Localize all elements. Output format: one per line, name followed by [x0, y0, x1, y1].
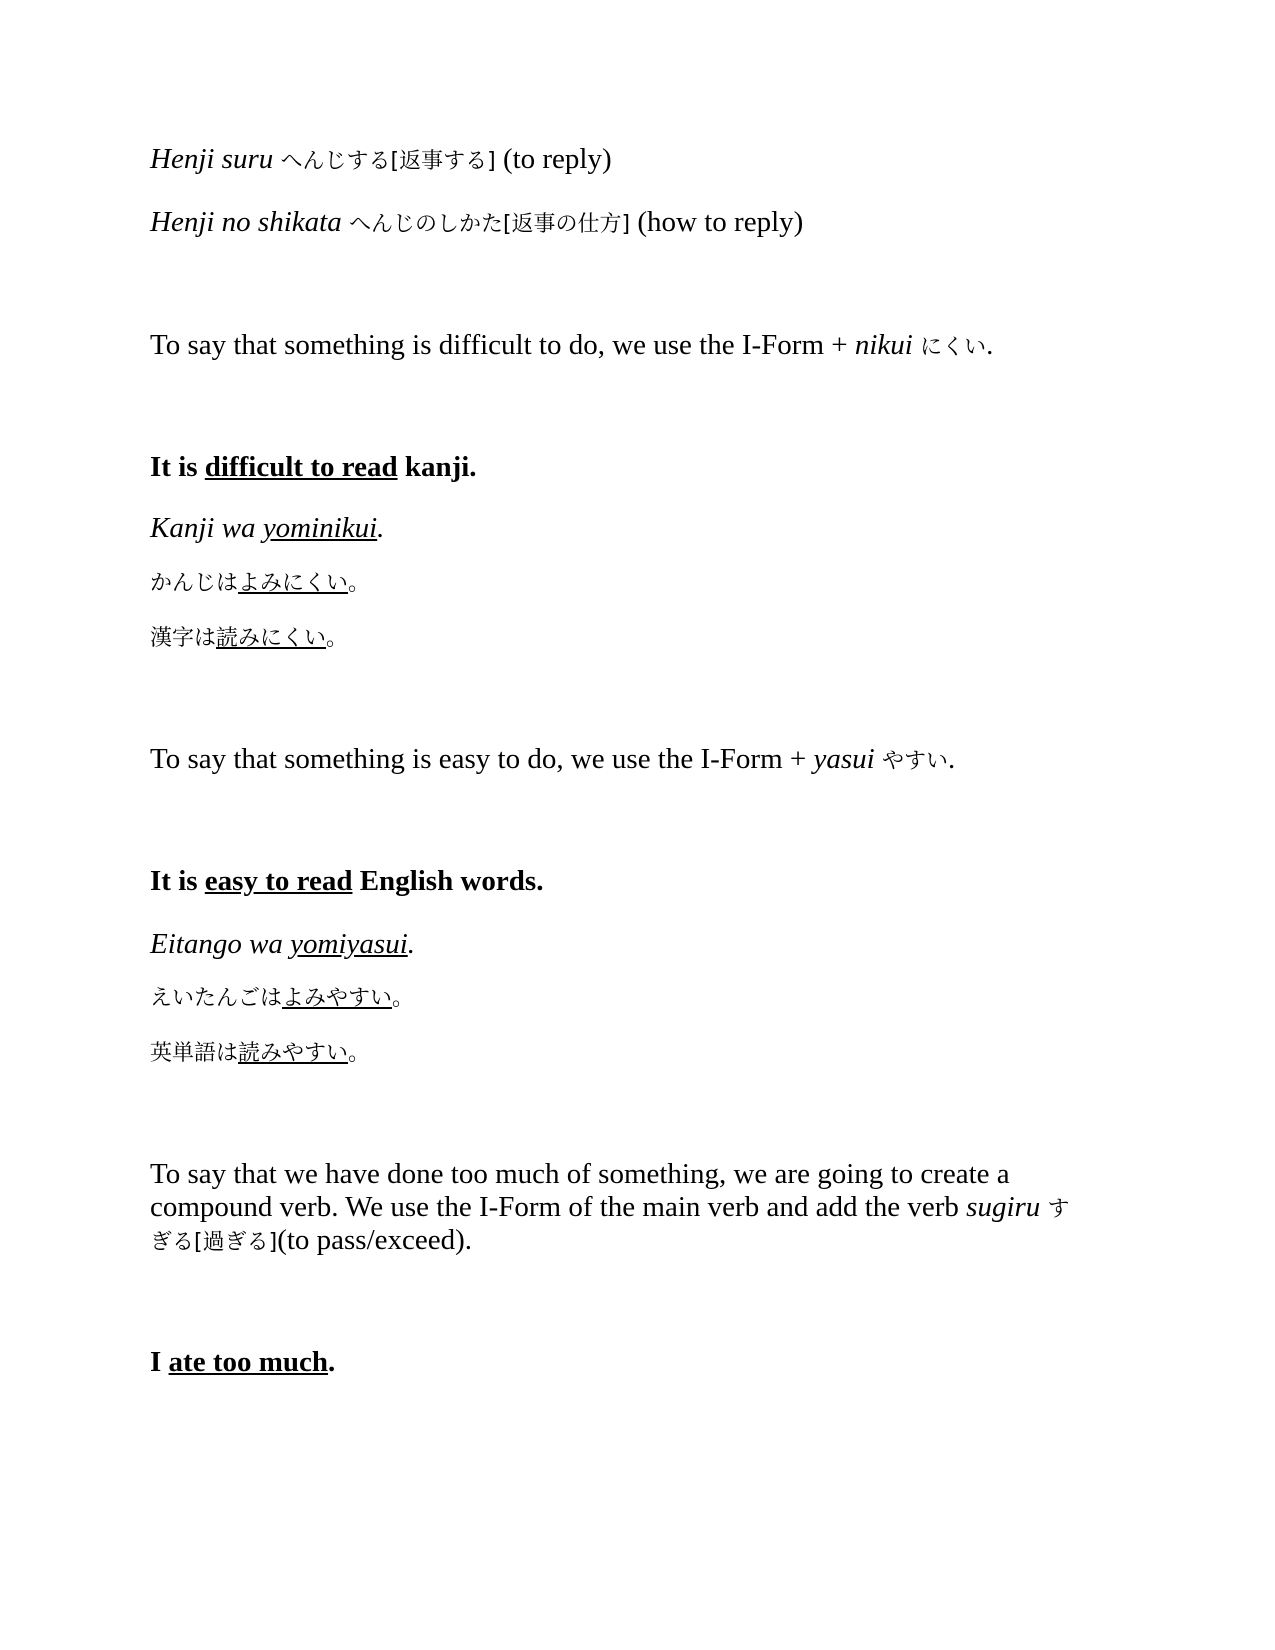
intro-end: . — [948, 743, 956, 775]
kanji-end: 。 — [326, 626, 349, 651]
vocab-kana: へんじする — [280, 149, 391, 174]
difficult-kanji-line — [150, 624, 348, 654]
vocab-kanji: [返事する] — [390, 149, 496, 174]
example-end: . — [328, 1346, 336, 1378]
intro-kana: やすい — [881, 749, 948, 774]
easy-kana-line — [150, 984, 414, 1014]
intro-kana: す — [1047, 1197, 1070, 1222]
toomuch-intro-line-3 — [150, 1223, 472, 1260]
kana-before: えいたんごは — [150, 986, 283, 1011]
toomuch-intro-line-2 — [150, 1190, 1070, 1227]
intro-term: sugiru — [966, 1191, 1041, 1223]
intro-text: To say that something is difficult to do, we use the I-Form + — [150, 329, 848, 361]
kana-underlined: よみにくい — [238, 571, 349, 596]
vocab-kana: へんじのしかた — [348, 212, 503, 237]
example-underlined: ate too much — [168, 1346, 329, 1378]
romaji-end: . — [377, 512, 385, 544]
easy-kanji-line — [150, 1039, 370, 1069]
romaji-underlined: yomiyasui — [290, 928, 408, 960]
intro-meaning: (to pass/exceed). — [277, 1224, 473, 1256]
intro-kana: にくい — [920, 335, 987, 360]
romaji-underlined: yominikui — [262, 512, 378, 544]
toomuch-example-heading — [150, 1345, 335, 1379]
example-text-before: It is — [150, 451, 198, 483]
intro-text: To say that something is easy to do, we use the I-Form + — [150, 743, 807, 775]
kana-underlined: よみやすい — [282, 986, 393, 1011]
example-underlined: difficult to read — [204, 451, 398, 483]
easy-example-heading — [150, 864, 543, 898]
intro-text: To say that we have done too much of something, we are going to create a — [150, 1158, 1010, 1190]
difficult-kana-line — [150, 569, 370, 599]
example-text-before: I — [150, 1346, 162, 1378]
romaji-end: . — [407, 928, 416, 960]
easy-intro-paragraph — [150, 742, 955, 779]
difficult-intro-paragraph — [150, 328, 993, 365]
vocab-line-henji-suru — [150, 142, 612, 179]
kanji-end: 。 — [348, 1041, 371, 1066]
example-underlined: easy to read — [204, 865, 353, 897]
intro-kana: ぎる — [150, 1230, 195, 1255]
kanji-before: 英単語は — [150, 1041, 239, 1066]
difficult-example-heading — [150, 450, 477, 484]
kana-end: 。 — [392, 986, 415, 1011]
difficult-romaji-line — [150, 511, 384, 545]
intro-text: compound verb. We use the I-Form of the main verb and add the verb — [150, 1191, 959, 1223]
toomuch-intro-line-1 — [150, 1157, 1010, 1191]
example-text-after: English words. — [359, 865, 544, 897]
romaji-before: Eitango wa — [150, 928, 283, 960]
vocab-meaning: (to reply) — [502, 143, 612, 175]
vocab-romaji: Henji no shikata — [150, 206, 342, 238]
kana-before: かんじは — [150, 571, 239, 596]
example-text-before: It is — [150, 865, 198, 897]
kanji-underlined: 読みにくい — [216, 626, 327, 651]
vocab-line-henji-no-shikata — [150, 205, 803, 242]
intro-end: . — [986, 329, 994, 361]
example-text-after: kanji. — [404, 451, 477, 483]
intro-kanji: [過ぎる] — [194, 1230, 278, 1255]
vocab-meaning: (how to reply) — [637, 206, 804, 238]
kanji-underlined: 読みやすい — [238, 1041, 349, 1066]
intro-term: nikui — [854, 329, 913, 361]
vocab-romaji: Henji suru — [150, 143, 274, 175]
intro-term: yasui — [813, 743, 875, 775]
kana-end: 。 — [348, 571, 371, 596]
romaji-before: Kanji wa — [150, 512, 256, 544]
kanji-before: 漢字は — [150, 626, 217, 651]
easy-romaji-line — [150, 927, 415, 961]
vocab-kanji: [返事の仕方] — [502, 212, 631, 237]
